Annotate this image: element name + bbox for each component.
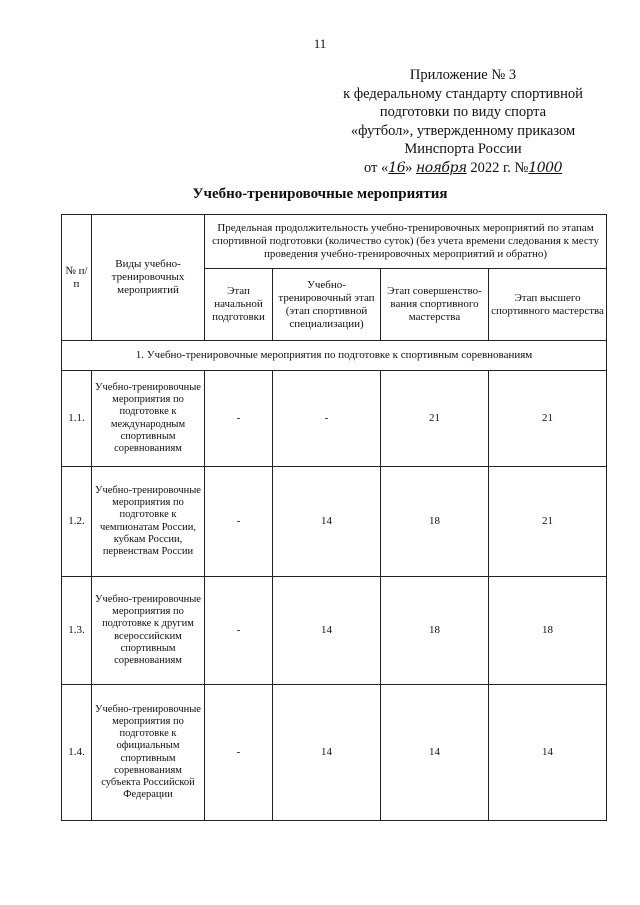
value-higher: 21 [489,467,607,577]
table-row [62,467,607,577]
appendix-line: подготовки по виду спорта [379,104,547,120]
value-higher: 14 [489,685,607,821]
value-initial: - [205,685,273,821]
col-number-header: № п/п [62,215,92,341]
value-initial: - [205,577,273,685]
document-title: Учебно-тренировочные мероприятия [192,186,448,202]
date-month: ноября [415,159,467,176]
row-name: Учебно-тренировочные мероприятия по подготовке к другим всероссийским спортивным соревнованиям [92,577,205,685]
row-name: Учебно-тренировочные мероприятия по подготовке к международным спортивным соревнованиям [92,371,205,467]
value-training: - [273,371,381,467]
value-training: 14 [273,467,381,577]
col-kind-header: Виды учебно-тренировочных мероприятий [92,215,205,341]
date-day: 16 [388,159,406,176]
date-year: 2022 г. № [470,159,529,176]
appendix-line: «футбол», утвержденному приказом [350,122,576,139]
value-improvement: 18 [381,577,489,685]
order-number: 1000 [528,159,562,176]
table-row [62,685,607,821]
value-improvement: 21 [381,371,489,467]
stage-header: Этап совершенство-вания спортивного мастерства [381,269,489,341]
row-number: 1.4. [62,685,92,821]
appendix-line: к федеральному стандарту спортивной [343,85,583,102]
appendix-line: Приложение № 3 [409,67,517,83]
value-higher: 18 [489,577,607,685]
value-improvement: 14 [381,685,489,821]
row-number: 1.3. [62,577,92,685]
value-initial: - [205,371,273,467]
appendix-line: Минспорта России [404,141,522,157]
table-row [62,371,607,467]
row-name: Учебно-тренировочные мероприятия по подготовке к чемпионатам России, кубкам России, первенствам России [92,467,205,577]
value-training: 14 [273,577,381,685]
appendix-header [318,66,608,177]
date-prefix: от « [364,159,389,176]
value-higher: 21 [489,371,607,467]
row-name: Учебно-тренировочные мероприятия по подготовке к официальным спортивным соревнованиям субъекта Российской Федерации [92,685,205,821]
date-mid: » [405,159,413,176]
row-number: 1.1. [62,371,92,467]
row-number: 1.2. [62,467,92,577]
section-heading: 1. Учебно-тренировочные мероприятия по подготовке к спортивным соревнованиям [62,341,607,371]
order-date-line [318,159,608,178]
value-initial: - [205,467,273,577]
events-table [61,214,607,821]
group-header: Предельная продолжительность учебно-тренировочных мероприятий по этапам спортивной подготовки (количество суток) (без учета времени следования к месту проведения учебно-тренировочных мероприятий и обратно) [205,215,607,269]
page-number: 11 [313,36,327,51]
stage-header: Учебно-тренировочный этап (этап спортивной специализации) [273,269,381,341]
table-row [62,577,607,685]
value-improvement: 18 [381,467,489,577]
stage-header: Этап высшего спортивного мастерства [489,269,607,341]
value-training: 14 [273,685,381,821]
stage-header: Этап начальной подготовки [205,269,273,341]
